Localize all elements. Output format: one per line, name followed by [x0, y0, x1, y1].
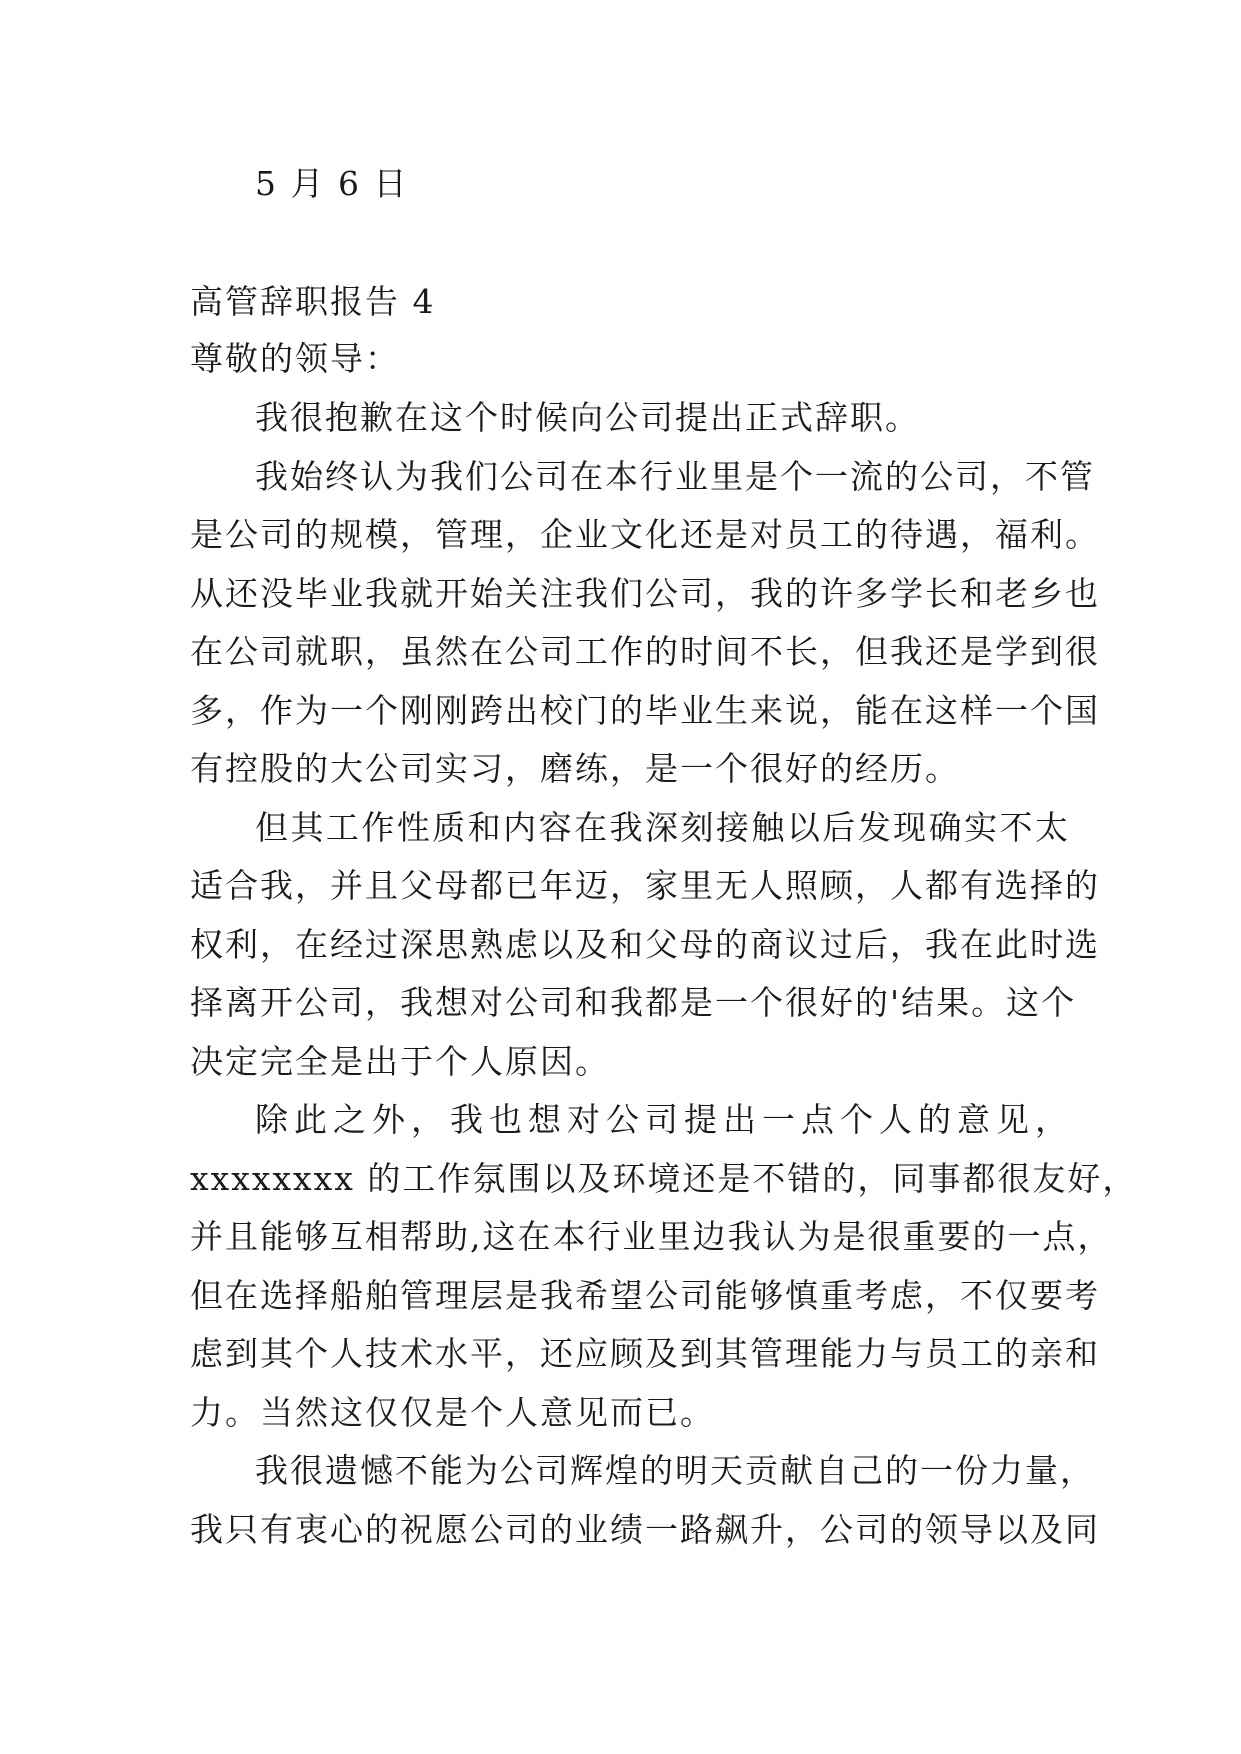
paragraph-line: 我很遗憾不能为公司辉煌的明天贡献自己的一份力量， — [255, 1451, 1095, 1490]
salutation: 尊敬的领导： — [190, 339, 400, 378]
paragraph-line: 我很抱歉在这个时候向公司提出正式辞职。 — [255, 398, 920, 437]
paragraph-line: 力。当然这仅仅是个人意见而已。 — [190, 1393, 715, 1432]
paragraph-line: 我只有衷心的祝愿公司的业绩一路飙升，公司的领导以及同 — [190, 1510, 1100, 1549]
paragraph-line: 但在选择船舶管理层是我希望公司能够慎重考虑，不仅要考 — [190, 1276, 1100, 1315]
paragraph-line: 择离开公司，我想对公司和我都是一个很好的'结果。这个 — [190, 983, 1077, 1022]
paragraph-line: 在公司就职，虽然在公司工作的时间不长，但我还是学到很 — [190, 632, 1100, 671]
paragraph-line: 多，作为一个刚刚跨出校门的毕业生来说，能在这样一个国 — [190, 691, 1100, 730]
section-title: 高管辞职报告 4 — [190, 282, 436, 321]
date-line: 5 月 6 日 — [255, 164, 409, 203]
paragraph-line: 决定完全是出于个人原因。 — [190, 1042, 610, 1081]
paragraph-line: 虑到其个人技术水平，还应顾及到其管理能力与员工的亲和 — [190, 1334, 1100, 1373]
paragraph-line: 但其工作性质和内容在我深刻接触以后发现确实不太 — [255, 808, 1070, 847]
paragraph-line: 是公司的规模，管理，企业文化还是对员工的待遇，福利。 — [190, 515, 1100, 554]
paragraph-line: xxxxxxxx 的工作氛围以及环境还是不错的，同事都很友好， — [190, 1159, 1138, 1198]
paragraph-line: 我始终认为我们公司在本行业里是个一流的公司，不管 — [255, 457, 1095, 496]
paragraph-line: 有控股的大公司实习，磨练，是一个很好的经历。 — [190, 749, 960, 788]
paragraph-line: 并且能够互相帮助,这在本行业里边我认为是很重要的一点， — [190, 1217, 1113, 1256]
paragraph-line: 从还没毕业我就开始关注我们公司，我的许多学长和老乡也 — [190, 574, 1100, 613]
paragraph-line: 适合我，并且父母都已年迈，家里无人照顾，人都有选择的 — [190, 866, 1100, 905]
paragraph-line: 权利，在经过深思熟虑以及和父母的商议过后，我在此时选 — [190, 925, 1100, 964]
paragraph-line: 除此之外，我也想对公司提出一点个人的意见， — [255, 1100, 1070, 1139]
